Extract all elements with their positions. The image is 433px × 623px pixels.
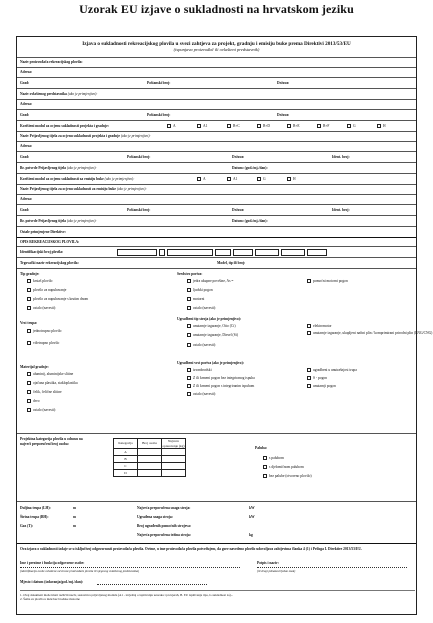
design-module-a1-checkbox[interactable] bbox=[197, 124, 201, 128]
design-module-b-d-checkbox[interactable] bbox=[257, 124, 261, 128]
category-table bbox=[113, 438, 186, 477]
city-label: Grad: bbox=[20, 81, 30, 85]
design-module-h[interactable] bbox=[377, 124, 386, 129]
noise-module-h-label: H bbox=[293, 177, 296, 181]
propulsion-option[interactable] bbox=[307, 279, 348, 284]
engine-option-checkbox[interactable] bbox=[187, 324, 191, 328]
propulsion-option-label: pomoćni motorni pogon bbox=[313, 279, 348, 283]
deck-label: Paluba: bbox=[255, 446, 267, 450]
craft-desc-label: OPIS REKREACIJSKOG PLOVILA: bbox=[20, 240, 80, 244]
engine-type-option-checkbox[interactable] bbox=[187, 384, 191, 388]
boat-type-option[interactable] bbox=[27, 297, 88, 302]
max-power-unit: kW bbox=[249, 506, 255, 510]
engine-type-option[interactable] bbox=[187, 376, 255, 381]
propulsion-option[interactable] bbox=[187, 306, 216, 311]
signer-line[interactable] bbox=[20, 567, 240, 568]
material-option[interactable] bbox=[27, 399, 40, 404]
design-module-a-checkbox[interactable] bbox=[167, 124, 171, 128]
noise-modules-opt: (ako je primjenjivo): bbox=[104, 177, 135, 181]
deck-option-label: s palubom bbox=[269, 456, 284, 460]
design-modules-row bbox=[17, 120, 416, 131]
engine-type-option[interactable] bbox=[307, 368, 357, 373]
nb-design-address-row bbox=[17, 141, 416, 151]
craft-id-box[interactable] bbox=[307, 249, 327, 256]
manufacturer-name-label: Naziv proizvođača rekreacijskog plovila: bbox=[20, 60, 83, 64]
craft-id-label: Identifikacijski broj plovila: bbox=[20, 250, 64, 254]
declaration-form bbox=[16, 36, 433, 615]
page-title: Uzorak EU izjave o sukladnosti na hrvatskom jeziku bbox=[79, 2, 354, 16]
deck-option-label: bez palube (otvoreno plovilo) bbox=[269, 474, 312, 478]
boat-type-option-checkbox[interactable] bbox=[27, 288, 31, 292]
category-input-cell[interactable] bbox=[162, 456, 186, 463]
material-option[interactable] bbox=[27, 390, 62, 395]
declaration-section bbox=[17, 543, 416, 616]
craft-desc-row bbox=[17, 237, 416, 246]
material-option-label: čelik, čelične slitine bbox=[33, 390, 62, 394]
max-power-label: Najveća preporučena snaga stroja: bbox=[137, 506, 191, 510]
category-cell: D bbox=[114, 470, 138, 477]
deck-option-checkbox[interactable] bbox=[263, 474, 267, 478]
engine-option-label: unutarnje izgaranje, ukapljeni naftni plin / komprimirani prirodni plin (LNG/CNG) bbox=[313, 331, 433, 335]
cert-noise-label: Br. potvrde Prijavljenog tijela bbox=[20, 219, 66, 223]
engine-option[interactable] bbox=[307, 324, 332, 329]
engine-option[interactable] bbox=[307, 331, 432, 336]
manufacturer-address-row bbox=[17, 67, 416, 77]
installed-power-label: Ugrađena snaga stroja: bbox=[137, 515, 173, 519]
engine-option-checkbox[interactable] bbox=[307, 324, 311, 328]
material-option[interactable] bbox=[27, 372, 73, 377]
engine-type-option-checkbox[interactable] bbox=[307, 384, 311, 388]
rep-opt-label: (ako je primjenjivo): bbox=[67, 92, 98, 96]
engine-option-checkbox[interactable] bbox=[187, 333, 191, 337]
engine-type-option[interactable] bbox=[307, 384, 336, 389]
deck-option-checkbox[interactable] bbox=[263, 465, 267, 469]
material-option-checkbox[interactable] bbox=[27, 399, 31, 403]
form-heading-text: Izjava o sukladnosti rekreacijskog plovila u svezi zahtjeva za projekt, gradnju i emisiju buke prema Direktivi 2013/53/EU bbox=[82, 41, 351, 47]
boat-type-option-label: ostalo (navesti): bbox=[33, 306, 57, 310]
material-option-checkbox[interactable] bbox=[27, 408, 31, 412]
propulsion-option-checkbox[interactable] bbox=[187, 306, 191, 310]
craft-id-box[interactable] bbox=[233, 249, 253, 256]
category-input-cell[interactable] bbox=[138, 463, 162, 470]
signature-label: Potpis i naziv: bbox=[257, 561, 279, 565]
noise-module-a1-label: A1 bbox=[233, 177, 238, 181]
rep-address-label: Adresa: bbox=[20, 102, 33, 106]
material-option-label: ojačana plastika, stakloplastika bbox=[33, 381, 78, 385]
hull-option-label: višetrupno plovilo bbox=[33, 341, 60, 345]
category-input-cell[interactable] bbox=[162, 449, 186, 456]
nb-noise-postal-label: Poštanski broj: bbox=[127, 208, 151, 212]
propulsion-option[interactable] bbox=[187, 279, 233, 284]
other-directives-label: Ostale primjenjene Direktive: bbox=[20, 230, 66, 234]
dimensions-section bbox=[17, 501, 416, 543]
nb-noise-city-row bbox=[17, 204, 416, 215]
beam-label: Širina trupa (BH): bbox=[20, 515, 49, 519]
boat-type-option-checkbox[interactable] bbox=[27, 279, 31, 283]
category-input-cell[interactable] bbox=[162, 463, 186, 470]
hull-option[interactable] bbox=[27, 341, 59, 346]
nb-design-address-label: Adresa: bbox=[20, 144, 33, 148]
nb-design-country-label: Država: bbox=[232, 155, 245, 159]
category-header: Kategorija bbox=[114, 439, 138, 449]
category-input-cell[interactable] bbox=[138, 456, 162, 463]
footnote: 2. Šema za plovila u nizu/bez brodske motorne bbox=[20, 597, 80, 602]
manufacturer-row bbox=[17, 57, 416, 67]
aux-engines-label: Broj ugrađenih pomoćnih strojeva: bbox=[137, 524, 192, 528]
engine-option[interactable] bbox=[187, 343, 216, 348]
noise-module-g-label: G bbox=[263, 177, 266, 181]
boat-type-option-checkbox[interactable] bbox=[27, 297, 31, 301]
beam-unit: m bbox=[73, 515, 76, 519]
cert-design-row bbox=[17, 162, 416, 173]
propulsion-label: Sredstvo poriva: bbox=[177, 272, 203, 276]
engine-type-option-label: S - pogon bbox=[313, 376, 327, 380]
boat-type-option[interactable] bbox=[27, 306, 56, 311]
installed-power-unit: kW bbox=[249, 515, 255, 519]
signer-note: (identifikacija osobe ovlaštene od strane proizvođača plovila ili njegovog ovlaštenog predstavnika) bbox=[20, 569, 140, 573]
engine-option-label: ostalo (navesti): bbox=[193, 343, 217, 347]
nb-noise-city-label: Grad: bbox=[20, 208, 30, 212]
draught-label: Gaz (T): bbox=[20, 524, 34, 528]
engine-type-option-label: ostalo (navesti): bbox=[193, 392, 217, 396]
propulsion-option-label: ostalo (navesti): bbox=[193, 306, 217, 310]
engine-type-option-label: ugradbeni u unutrašnjost trupa bbox=[313, 368, 357, 372]
form-heading bbox=[17, 41, 416, 53]
engine-type-option-checkbox[interactable] bbox=[187, 376, 191, 380]
engine-option-label: unutarnje izgaranje, Otto (Ci) bbox=[193, 324, 236, 328]
design-module-g[interactable] bbox=[347, 124, 356, 129]
trade-name-row bbox=[17, 257, 416, 268]
design-module-a[interactable] bbox=[167, 124, 176, 129]
signature-note: (ili drugi jednakovrijedan znak) bbox=[257, 569, 296, 573]
engine-type-option-label: Z ili krmeni pogon s integriranim ispuhom bbox=[193, 384, 255, 388]
boat-type-label: Tip gradnje: bbox=[20, 272, 40, 276]
craft-id-box[interactable] bbox=[255, 249, 279, 256]
noise-module-a-checkbox[interactable] bbox=[197, 177, 201, 181]
craft-id-box[interactable] bbox=[215, 249, 231, 256]
noise-modules-row bbox=[17, 173, 416, 184]
engine-type-option[interactable] bbox=[187, 368, 212, 373]
deck-option[interactable] bbox=[263, 474, 312, 479]
design-module-b-f-label: B+F bbox=[323, 124, 330, 128]
cert-noise-row bbox=[17, 215, 416, 226]
noise-module-h[interactable] bbox=[287, 177, 296, 182]
engine-type-option-checkbox[interactable] bbox=[187, 368, 191, 372]
country-label: Država: bbox=[277, 81, 290, 85]
cert-noise-opt: (ako je primjenjivo): bbox=[66, 219, 97, 223]
material-option-checkbox[interactable] bbox=[27, 381, 31, 385]
max-weight-label: Najveća preporučena težina stroja: bbox=[137, 533, 191, 537]
propulsion-option-checkbox[interactable] bbox=[187, 279, 191, 283]
rep-postal-label: Poštanski broj: bbox=[147, 113, 171, 117]
noise-module-a-label: A bbox=[203, 177, 206, 181]
boat-type-option[interactable] bbox=[27, 279, 52, 284]
declaration-text: Ova izjava o sukladnosti izdaje se u isključivoj odgovornosti proizvođača plovila. Ovime, u ime proizvođača plovila potvrđujem, da gore navedeno plovilo udovoljava zahtjevima članka 4 (1) i Priloga I. Direktive 2013/53/EU. bbox=[20, 547, 362, 551]
length-unit: m bbox=[73, 506, 76, 510]
noise-module-h-checkbox[interactable] bbox=[287, 177, 291, 181]
material-option-label: aluminij, aluminijske slitine bbox=[33, 372, 74, 376]
boat-type-option-checkbox[interactable] bbox=[27, 306, 31, 310]
footnote: 1. Ovaj dokument može imati različiti naziv, sastavnica prijavljenog modula (A1 - izvještaj o ispitivanju uzoraka i provjerah, B. EU ispitivanje tipa, G sukladnost za)... bbox=[20, 593, 234, 597]
nb-noise-address-row bbox=[17, 194, 416, 204]
nb-design-label: Naziv Prijavljenog tijela za ocjenu sukladnosti projekta i gradnje bbox=[20, 134, 120, 138]
design-module-b-c-label: B+C bbox=[233, 124, 240, 128]
design-module-a1-label: A1 bbox=[203, 124, 208, 128]
footnotes bbox=[20, 593, 413, 601]
propulsion-option-checkbox[interactable] bbox=[187, 288, 191, 292]
hull-option-checkbox[interactable] bbox=[27, 329, 31, 333]
craft-id-box[interactable] bbox=[167, 249, 213, 256]
design-module-b-e-label: B+E bbox=[293, 124, 300, 128]
trade-name-label: Trgovački naziv rekreacijskog plovila: bbox=[20, 261, 79, 265]
representative-row bbox=[17, 88, 416, 99]
design-module-b-f[interactable] bbox=[317, 124, 329, 129]
engine-type-option-checkbox[interactable] bbox=[307, 376, 311, 380]
propulsion-option-label: jedra ukupne površine, As = bbox=[193, 279, 234, 283]
draught-unit: m bbox=[73, 524, 76, 528]
design-module-b-e[interactable] bbox=[287, 124, 300, 129]
hull-label: Vrst trupa: bbox=[20, 321, 38, 325]
noise-module-a[interactable] bbox=[197, 177, 206, 182]
cert-noise-date-label: Datum: (god./mj./dan): bbox=[232, 219, 268, 223]
design-module-h-checkbox[interactable] bbox=[377, 124, 381, 128]
category-input-cell[interactable] bbox=[162, 470, 186, 477]
max-weight-unit: kg bbox=[249, 533, 253, 537]
boat-type-option[interactable] bbox=[27, 288, 66, 293]
boat-type-option-label: plovilo za napuhavanje s krutim dnom bbox=[33, 297, 89, 301]
design-module-b-e-checkbox[interactable] bbox=[287, 124, 291, 128]
address-label: Adresa: bbox=[20, 70, 33, 74]
engine-option-label: unutarnje izgaranje, Diesel (Si) bbox=[193, 333, 238, 337]
category-cell: B bbox=[114, 456, 138, 463]
noise-modules-label: Korišteni modul za ocjenu sukladnosti za emisiju buke bbox=[20, 177, 104, 181]
noise-module-a1-checkbox[interactable] bbox=[227, 177, 231, 181]
cert-design-opt: (ako je primjenjivo): bbox=[66, 166, 97, 170]
nb-noise-address-label: Adresa: bbox=[20, 197, 33, 201]
design-modules-label: Korišteni modul za ocjenu sukladnosti projekta i gradnje: bbox=[20, 124, 109, 128]
category-cell: A bbox=[114, 449, 138, 456]
rep-city-label: Grad: bbox=[20, 113, 30, 117]
nb-design-id-label: Ident. broj: bbox=[332, 155, 350, 159]
noise-module-a1[interactable] bbox=[227, 177, 237, 182]
engine-type-option[interactable] bbox=[187, 384, 254, 389]
model-label: Model, tip ili broj: bbox=[217, 261, 246, 265]
engine-type-option-label: izvanbrodski bbox=[193, 368, 212, 372]
craft-id-box[interactable] bbox=[117, 249, 157, 256]
design-module-b-f-checkbox[interactable] bbox=[317, 124, 321, 128]
craft-id-row bbox=[17, 246, 416, 257]
cert-design-label: Br. potvrde Prijavljenog tijela bbox=[20, 166, 66, 170]
design-module-g-label: G bbox=[353, 124, 356, 128]
propulsion-option[interactable] bbox=[187, 297, 204, 302]
deck-option-checkbox[interactable] bbox=[263, 456, 267, 460]
notes-divider bbox=[20, 590, 415, 591]
boat-type-option-label: krstaš plovilo bbox=[33, 279, 53, 283]
material-option[interactable] bbox=[27, 381, 78, 386]
nb-design-row bbox=[17, 131, 416, 141]
signer-label: Ime i prezime i funkcija odgovorne osobe: bbox=[20, 561, 85, 565]
engine-label: Ugradbeni tip stroja (ako je primjenjivo): bbox=[177, 317, 242, 321]
nb-noise-country-label: Država: bbox=[232, 208, 245, 212]
form-subheading: (ispunjava proizvođač ili ovlašteni predstavnik) bbox=[173, 47, 260, 52]
engine-type-option-label: unutarnji pogon bbox=[313, 384, 336, 388]
engine-option[interactable] bbox=[187, 333, 238, 338]
rep-name-label: Naziv ovlaštenog predstavnika bbox=[20, 92, 67, 96]
deck-option[interactable] bbox=[263, 456, 284, 461]
category-section bbox=[17, 433, 416, 501]
nb-noise-id-label: Ident. broj: bbox=[332, 208, 350, 212]
place-date-line[interactable] bbox=[97, 584, 207, 585]
deck-option[interactable] bbox=[263, 465, 304, 470]
material-option-label: ostalo (navesti): bbox=[33, 408, 57, 412]
category-header: Najveće opterećenje (kg) bbox=[162, 439, 185, 448]
engine-option[interactable] bbox=[187, 324, 236, 329]
noise-module-g-checkbox[interactable] bbox=[257, 177, 261, 181]
design-module-b-d[interactable] bbox=[257, 124, 270, 129]
craft-id-box[interactable] bbox=[159, 249, 165, 256]
material-option-label: drvo bbox=[33, 399, 40, 403]
material-label: Materijal gradnje: bbox=[20, 365, 49, 369]
category-cell: C bbox=[114, 463, 138, 470]
postal-label: Poštanski broj: bbox=[147, 81, 171, 85]
engine-type-option[interactable] bbox=[307, 376, 327, 381]
manufacturer-city-row bbox=[17, 77, 416, 88]
propulsion-option[interactable] bbox=[187, 288, 213, 293]
design-module-b-c-checkbox[interactable] bbox=[227, 124, 231, 128]
category-input-cell[interactable] bbox=[138, 470, 162, 477]
design-module-a-label: A bbox=[173, 124, 176, 128]
design-module-b-d-label: B+D bbox=[263, 124, 271, 128]
category-input-cell[interactable] bbox=[138, 449, 162, 456]
engine-type-option-checkbox[interactable] bbox=[187, 392, 191, 396]
material-option[interactable] bbox=[27, 408, 56, 413]
design-module-h-label: H bbox=[383, 124, 386, 128]
design-module-g-checkbox[interactable] bbox=[347, 124, 351, 128]
nb-design-city-label: Grad: bbox=[20, 155, 30, 159]
material-option-checkbox[interactable] bbox=[27, 372, 31, 376]
propulsion-option-checkbox[interactable] bbox=[307, 279, 311, 283]
nb-design-postal-label: Poštanski broj: bbox=[127, 155, 151, 159]
other-directives-row bbox=[17, 226, 416, 237]
craft-details-section bbox=[17, 268, 433, 433]
category-header: Broj osoba bbox=[138, 439, 162, 449]
rep-address-row bbox=[17, 99, 416, 109]
engine-type-option[interactable] bbox=[187, 392, 216, 397]
length-label: Duljina trupa (LH): bbox=[20, 506, 51, 510]
deck-option-label: s djelomičnom palubom bbox=[269, 465, 304, 469]
noise-module-g[interactable] bbox=[257, 177, 266, 182]
hull-option[interactable] bbox=[27, 329, 61, 334]
material-option-checkbox[interactable] bbox=[27, 390, 31, 394]
boat-type-option-label: plovilo za napuhavanje bbox=[33, 288, 67, 292]
hull-option-label: jednotrupno plovilo bbox=[33, 329, 62, 333]
cert-design-date-label: Datum: (god./mj./dan): bbox=[232, 166, 268, 170]
nb-design-opt: (ako je primjenjivo): bbox=[120, 134, 151, 138]
design-module-a1[interactable] bbox=[197, 124, 207, 129]
engine-type-option-checkbox[interactable] bbox=[307, 368, 311, 372]
engine-type-option-label: Z ili krmeni pogon bez integriranog ispuha bbox=[193, 376, 255, 380]
engine-option-checkbox[interactable] bbox=[307, 331, 311, 335]
propulsion-option-label: ljudski pogon bbox=[193, 288, 213, 292]
category-label: Projektna kategorija plovila u odnosu na najveći preporučeni broj osoba: bbox=[20, 437, 83, 446]
nb-noise-row bbox=[17, 184, 416, 194]
place-date-label: Mjesto i datum (izdavanja/god./mj./dan): bbox=[20, 580, 84, 584]
engine-option-checkbox[interactable] bbox=[187, 343, 191, 347]
engine-option-label: elektromotor bbox=[313, 324, 332, 328]
signature-line[interactable] bbox=[257, 567, 407, 568]
propulsion-option-label: motorni bbox=[193, 297, 205, 301]
nb-noise-opt: (ako je primjenjivo): bbox=[116, 187, 147, 191]
propulsion-option-checkbox[interactable] bbox=[187, 297, 191, 301]
craft-id-box[interactable] bbox=[281, 249, 305, 256]
rep-city-row bbox=[17, 109, 416, 120]
nb-design-city-row bbox=[17, 151, 416, 162]
engine-type-label: Ugradbeni vrst poriva (ako je primjenjivo): bbox=[177, 361, 244, 365]
nb-noise-label: Naziv Prijavljenog tijela za ocjenu sukladnosti za emisiju buke bbox=[20, 187, 117, 191]
hull-option-checkbox[interactable] bbox=[27, 341, 31, 345]
design-module-b-c[interactable] bbox=[227, 124, 240, 129]
rep-country-label: Država: bbox=[277, 113, 290, 117]
